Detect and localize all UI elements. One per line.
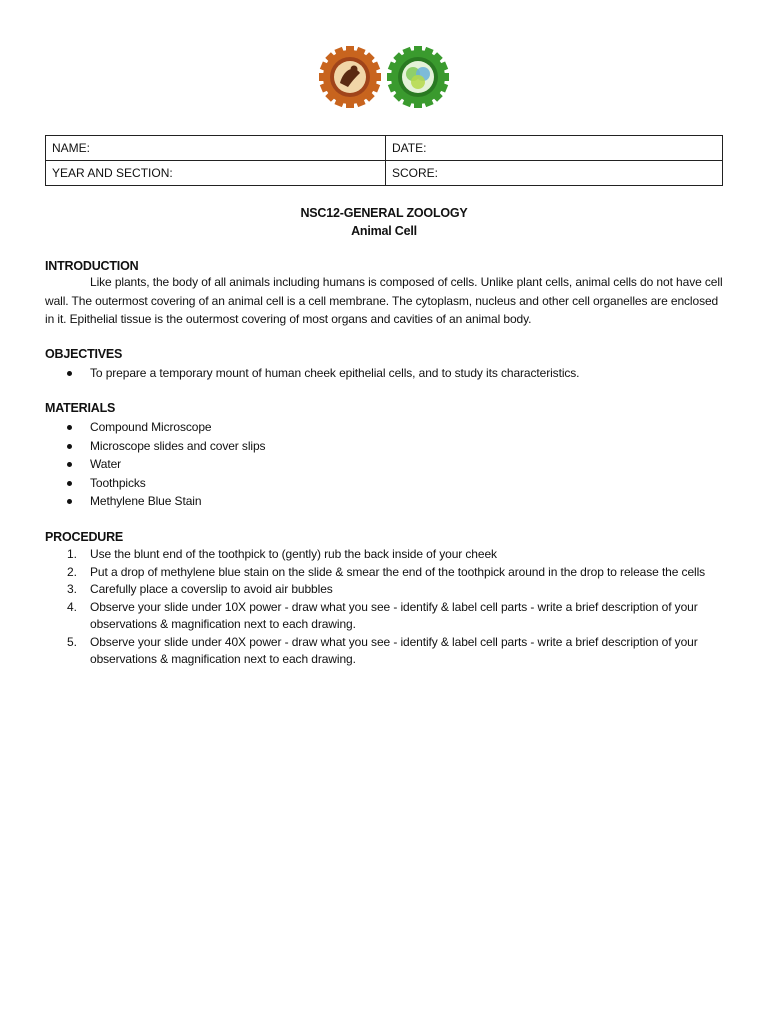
objectives-list: [45, 364, 725, 383]
list-item: 4. Observe your slide under 10X power - draw what you see - identify & label cell parts - write a brief description of your observations & magnification next to each drawing.: [67, 599, 698, 631]
header-logos: [0, 44, 768, 110]
list-item: Methylene Blue Stain: [45, 492, 725, 511]
student-info-table: [45, 135, 723, 186]
orange-gear-seal-logo: [319, 44, 381, 110]
date-field: DATE:: [386, 136, 723, 161]
name-field: NAME:: [46, 136, 386, 161]
materials-list: [45, 418, 725, 511]
activity-title: Animal Cell: [351, 224, 417, 238]
introduction-text: Like plants, the body of all animals including humans is composed of cells. Unlike plant cells, animal cells do not have cell wall. The outermost covering of an animal cell is a cell membrane. The cytoplasm, nucleus and other cell organelles are enclosed in it. Epithelial tissue is the outermost covering of most organs and cavities of an animal body.: [45, 275, 723, 326]
list-item: Water: [45, 455, 725, 474]
list-item: 5. Observe your slide under 40X power - draw what you see - identify & label cell parts - write a brief description of your observations & magnification next to each drawing.: [67, 634, 698, 666]
list-item: Compound Microscope: [45, 418, 725, 437]
list-item: To prepare a temporary mount of human cheek epithelial cells, and to study its characteristics.: [45, 364, 725, 383]
bullet-icon: [67, 371, 72, 376]
bullet-icon: [67, 444, 72, 449]
bullet-icon: [67, 425, 72, 430]
objectives-heading: OBJECTIVES: [45, 347, 123, 361]
bullet-icon: [67, 462, 72, 467]
course-title: NSC12-GENERAL ZOOLOGY: [300, 206, 468, 220]
score-field: SCORE:: [386, 161, 723, 186]
list-item: 3. Carefully place a coverslip to avoid air bubbles: [67, 582, 333, 596]
bullet-icon: [67, 499, 72, 504]
year-section-field: YEAR AND SECTION:: [46, 161, 386, 186]
materials-heading: MATERIALS: [45, 401, 116, 415]
green-gear-seal-logo: [387, 44, 449, 110]
procedure-list: [45, 546, 725, 669]
procedure-heading: PROCEDURE: [45, 530, 124, 544]
list-item: 2. Put a drop of methylene blue stain on the slide & smear the end of the toothpick around in the drop to release the cells: [67, 564, 706, 579]
bullet-icon: [67, 481, 72, 486]
list-item: Microscope slides and cover slips: [45, 437, 725, 456]
list-item: Toothpicks: [45, 474, 725, 493]
introduction-heading: INTRODUCTION: [45, 259, 139, 273]
list-item: 1. Use the blunt end of the toothpick to (gently) rub the back inside of your cheek: [67, 547, 497, 561]
